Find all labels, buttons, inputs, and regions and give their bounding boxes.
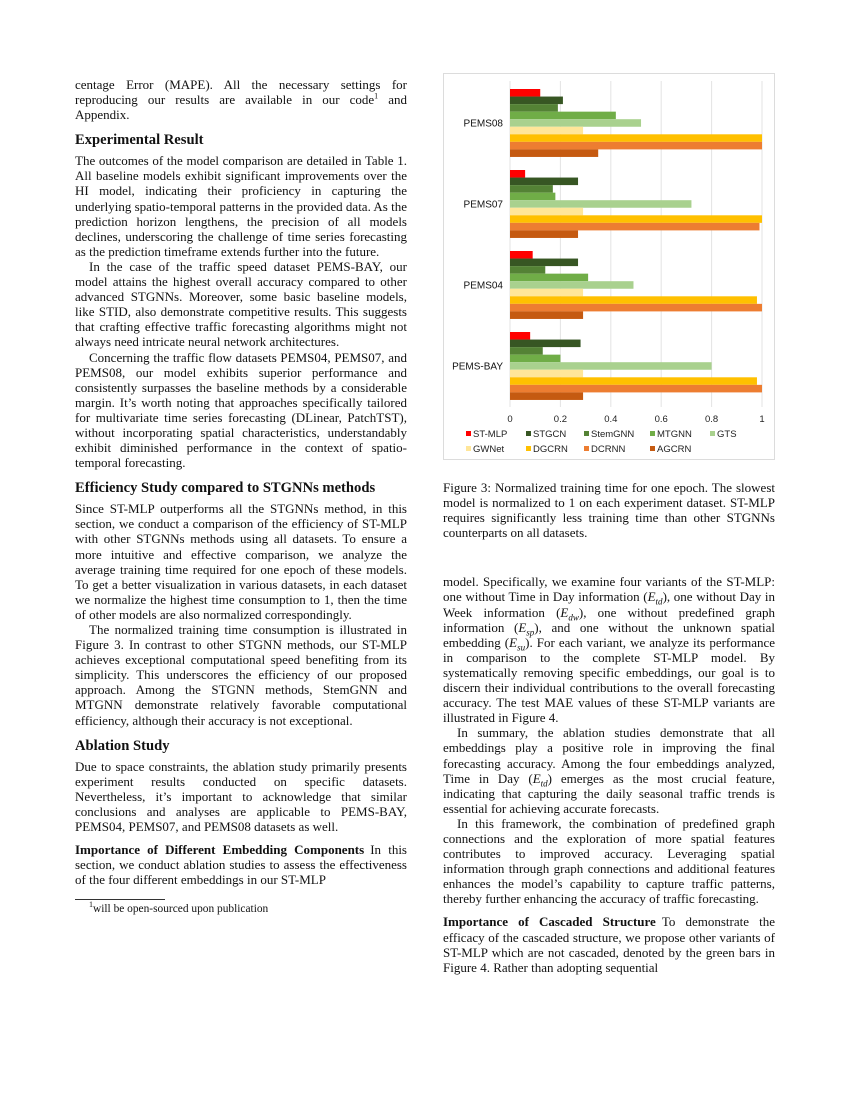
math-subscript: td bbox=[655, 597, 663, 608]
legend-label: STGCN bbox=[533, 429, 567, 440]
math-subscript: sp bbox=[526, 627, 535, 638]
math-base: E bbox=[560, 604, 569, 620]
bar-mtgnn-pems-bay bbox=[510, 355, 560, 363]
legend-label: GTS bbox=[717, 429, 737, 440]
cascaded-text: To demonstrate the efficacy of the cascaded structure, we propose other variants of ST-MLP which are not cascaded, denoted by the green bars in Figure 4. Rather than adopting sequential bbox=[443, 914, 775, 975]
right-column bbox=[443, 75, 775, 975]
category-label: PEMS-BAY bbox=[452, 361, 503, 373]
bar-dgcrn-pems07 bbox=[510, 215, 762, 223]
math-subscript: dw bbox=[568, 612, 579, 623]
math-symbol bbox=[560, 604, 579, 623]
footnote-reference: 1 bbox=[374, 91, 379, 101]
bar-dcrnn-pems04 bbox=[510, 304, 762, 312]
bar-agcrn-pems07 bbox=[510, 230, 578, 238]
bar-gts-pems07 bbox=[510, 200, 691, 208]
bar-dcrnn-pems07 bbox=[510, 223, 759, 231]
bar-st-mlp-pems-bay bbox=[510, 332, 530, 340]
math-base: E bbox=[509, 634, 518, 650]
math-subscript: su bbox=[517, 642, 526, 653]
text-segment: ) emerges as the most crucial feature, indicating that capturing the daily seasonal traffic trends is essential for achieving accurate forecasts. bbox=[443, 770, 776, 816]
bar-gwnet-pems07 bbox=[510, 208, 583, 216]
cascaded-lead-heading: Importance of Cascaded Structure bbox=[443, 914, 656, 930]
embedding-lead-heading: Importance of Different Embedding Components bbox=[75, 842, 365, 858]
ablation-section bbox=[75, 759, 407, 834]
cascaded-paragraph bbox=[443, 914, 775, 974]
bar-stgcn-pems-bay bbox=[510, 340, 581, 348]
bar-gwnet-pems08 bbox=[510, 127, 583, 135]
math-symbol bbox=[509, 634, 526, 653]
legend-swatch bbox=[466, 431, 471, 436]
experimental-paragraph-2: In the case of the traffic speed dataset PEMS-BAY, our model attains the highest overall accuracy compared to other advanced STGNNs. Moreover, some basic baseline models, like STID, also demonstrate competitive results. This suggests that crafting effective traffic forecasting algorithms might not always need intricate neural network architectures. bbox=[75, 258, 407, 350]
right-paragraph-3: In this framework, the combination of predefined graph connections and the exploration of more spatial features contributes to improved accuracy. Leveraging spatial information through graph connections and additional features enhances the model’s capability to capture traffic patterns, thereby further enhancing the accuracy of traffic forecasting. bbox=[443, 815, 775, 907]
text-segment: ), and one without the unknown spatial embedding ( bbox=[443, 619, 775, 650]
bar-dcrnn-pems08 bbox=[510, 142, 762, 150]
legend-swatch bbox=[526, 446, 531, 451]
text-segment: model. Specifically, we examine four variants of the ST-MLP: one without Time in Day information ( bbox=[443, 574, 775, 605]
bar-stgcn-pems08 bbox=[510, 97, 563, 105]
text-segment: and Appendix. bbox=[75, 92, 407, 123]
bar-stgcn-pems07 bbox=[510, 178, 578, 186]
bar-agcrn-pems08 bbox=[510, 149, 598, 157]
category-label: PEMS04 bbox=[463, 280, 503, 292]
bar-stemgnn-pems04 bbox=[510, 266, 545, 274]
legend-swatch bbox=[584, 431, 589, 436]
math-base: E bbox=[647, 589, 656, 605]
legend-swatch bbox=[584, 446, 589, 451]
efficiency-paragraph-1: Since ST-MLP outperforms all the STGNNs method, in this section, we conduct a comparison of the efficiency of ST-MLP with other STGNNs methods using all datasets. To ensure a more intuitive and effective comparison, we analyze the average training time required for one epoch of these models. To get a better visualization in various datasets, in each dataset we normalize the highest time consumption to 1, then the time of other models are also normalized correspondingly. bbox=[75, 501, 407, 622]
x-tick-label: 0.8 bbox=[704, 414, 719, 425]
text-segment: ). For each variant, we analyze its performance in comparison to the complete ST-MLP model. By systematically removing specific embeddings, our goal is to discern their individual contributions to the overall forecasting accuracy. The test MAE values of these ST-MLP variants are illustrated in Figure 4. bbox=[443, 634, 775, 726]
intro-paragraph bbox=[75, 77, 407, 122]
heading-experimental-result: Experimental Result bbox=[75, 132, 204, 149]
x-tick-label: 0.2 bbox=[553, 414, 568, 425]
training-time-bar-chart bbox=[444, 74, 774, 459]
x-tick-label: 0.6 bbox=[654, 414, 668, 425]
experimental-paragraph-3: Concerning the traffic flow datasets PEMS04, PEMS07, and PEMS08, our model exhibits superior performance and consistently surpasses the baseline methods by a considerable margin. It’s worth noting that approaches specifically tailored for multivariate time series forecasting (DLinear, PatchTST), without incorporating spatial characteristics, understandably exhibit diminished performance in the context of spatio-temporal forecasting. bbox=[75, 349, 407, 471]
embedding-paragraph bbox=[75, 842, 407, 887]
bar-gts-pems04 bbox=[510, 281, 633, 289]
efficiency-paragraph-2: The normalized training time consumption is illustrated in Figure 3. In contrast to other STGNN methods, our ST-MLP achieves exceptional computational speed benefiting from its simplicity. This underscores the efficiency of our proposed approach. Among the STGNN methods, StemGNN and MTGNN demonstrate relatively favorable computational efficiency, although their accuracy is not exceptional. bbox=[75, 622, 407, 728]
bar-stemgnn-pems-bay bbox=[510, 347, 543, 355]
spacer bbox=[75, 834, 407, 842]
legend-swatch bbox=[466, 446, 471, 451]
bar-mtgnn-pems07 bbox=[510, 193, 555, 201]
bar-gwnet-pems-bay bbox=[510, 370, 583, 378]
legend-label: MTGNN bbox=[657, 429, 692, 440]
bar-dgcrn-pems04 bbox=[510, 296, 757, 304]
bar-gts-pems-bay bbox=[510, 362, 712, 370]
legend-label: DCRNN bbox=[591, 444, 626, 455]
legend-swatch bbox=[710, 431, 715, 436]
legend-swatch bbox=[650, 431, 655, 436]
bar-mtgnn-pems04 bbox=[510, 274, 588, 282]
bar-agcrn-pems-bay bbox=[510, 392, 583, 400]
bar-stgcn-pems04 bbox=[510, 259, 578, 267]
bar-agcrn-pems04 bbox=[510, 311, 583, 319]
legend-swatch bbox=[526, 431, 531, 436]
bar-st-mlp-pems04 bbox=[510, 251, 533, 259]
category-label: PEMS07 bbox=[463, 199, 503, 211]
bar-dgcrn-pems08 bbox=[510, 134, 762, 142]
bar-dgcrn-pems-bay bbox=[510, 377, 757, 385]
right-paragraph-2 bbox=[443, 725, 775, 816]
bar-dcrnn-pems-bay bbox=[510, 385, 762, 393]
bar-st-mlp-pems07 bbox=[510, 170, 525, 178]
legend-label: GWNet bbox=[473, 444, 505, 455]
math-symbol bbox=[647, 589, 663, 608]
math-subscript: td bbox=[540, 778, 548, 789]
text-segment: In summary, the ablation studies demonstrate that all embeddings play a positive role in improving the final forecasting accuracy. Among the four embeddings analyzed, Time in Day ( bbox=[443, 725, 775, 786]
right-paragraph-1 bbox=[443, 574, 775, 725]
legend-label: AGCRN bbox=[657, 444, 692, 455]
x-tick-label: 0.4 bbox=[604, 414, 618, 425]
math-base: E bbox=[532, 770, 541, 786]
x-tick-label: 0 bbox=[507, 414, 513, 425]
left-column bbox=[75, 77, 407, 916]
figure-3-caption: Figure 3: Normalized training time for one epoch. The slowest model is normalized to 1 on each experiment dataset. ST-MLP requires significantly less training time than other STGNNs counterparts on all datasets. bbox=[443, 480, 775, 541]
bar-gts-pems08 bbox=[510, 119, 641, 127]
x-tick-label: 1 bbox=[759, 414, 765, 425]
bar-mtgnn-pems08 bbox=[510, 112, 616, 120]
text-segment: centage Error (MAPE). All the necessary settings for reproducing our results are available in our code bbox=[75, 77, 407, 108]
heading-ablation-study: Ablation Study bbox=[75, 737, 170, 754]
ablation-paragraph-1: Due to space constraints, the ablation study primarily presents experiment results conducted on specific datasets. Nevertheless, it’s important to acknowledge that similar conclusions and analyses are applicable to PEMS-BAY, PEMS04, PEMS07, and PEMS08 datasets as well. bbox=[75, 758, 407, 835]
math-symbol bbox=[532, 770, 548, 789]
math-base: E bbox=[518, 619, 527, 635]
footnote bbox=[75, 902, 407, 916]
spacer bbox=[443, 906, 775, 914]
math-symbol bbox=[518, 619, 535, 638]
category-label: PEMS08 bbox=[463, 118, 503, 130]
bar-stemgnn-pems08 bbox=[510, 104, 558, 112]
efficiency-section bbox=[75, 501, 407, 727]
figure-3-chart bbox=[443, 73, 775, 460]
embedding-text: In this section, we conduct ablation studies to assess the effectiveness of the four different embeddings in our ST-MLP bbox=[75, 842, 407, 888]
bar-gwnet-pems04 bbox=[510, 289, 583, 297]
legend-label: StemGNN bbox=[591, 429, 635, 440]
text-segment: ), one without predefined graph information ( bbox=[443, 604, 775, 635]
bar-st-mlp-pems08 bbox=[510, 89, 540, 97]
experimental-paragraph-1: The outcomes of the model comparison are detailed in Table 1. All baseline models exhibit significant improvements over the HI model, indicating their proficiency in capturing the underlying spatio-temporal patterns in the provided data. As the prediction horizon lengthens, the precision of all models declines, underscoring the challenge of time series forecasting as the prediction timeframe extends further into the future. bbox=[75, 153, 407, 259]
ablation-continued-section bbox=[443, 574, 775, 906]
text-segment: ), one without Day in Week information ( bbox=[443, 589, 775, 620]
legend-swatch bbox=[650, 446, 655, 451]
experimental-section bbox=[75, 153, 407, 470]
footnote-text: will be open-sourced upon publication bbox=[93, 903, 269, 916]
legend-label: ST-MLP bbox=[473, 429, 508, 440]
footnote-mark: 1 bbox=[89, 900, 93, 910]
legend-label: DGCRN bbox=[533, 444, 568, 455]
bar-stemgnn-pems07 bbox=[510, 185, 553, 193]
heading-efficiency-study: Efficiency Study compared to STGNNs methods bbox=[75, 480, 376, 497]
